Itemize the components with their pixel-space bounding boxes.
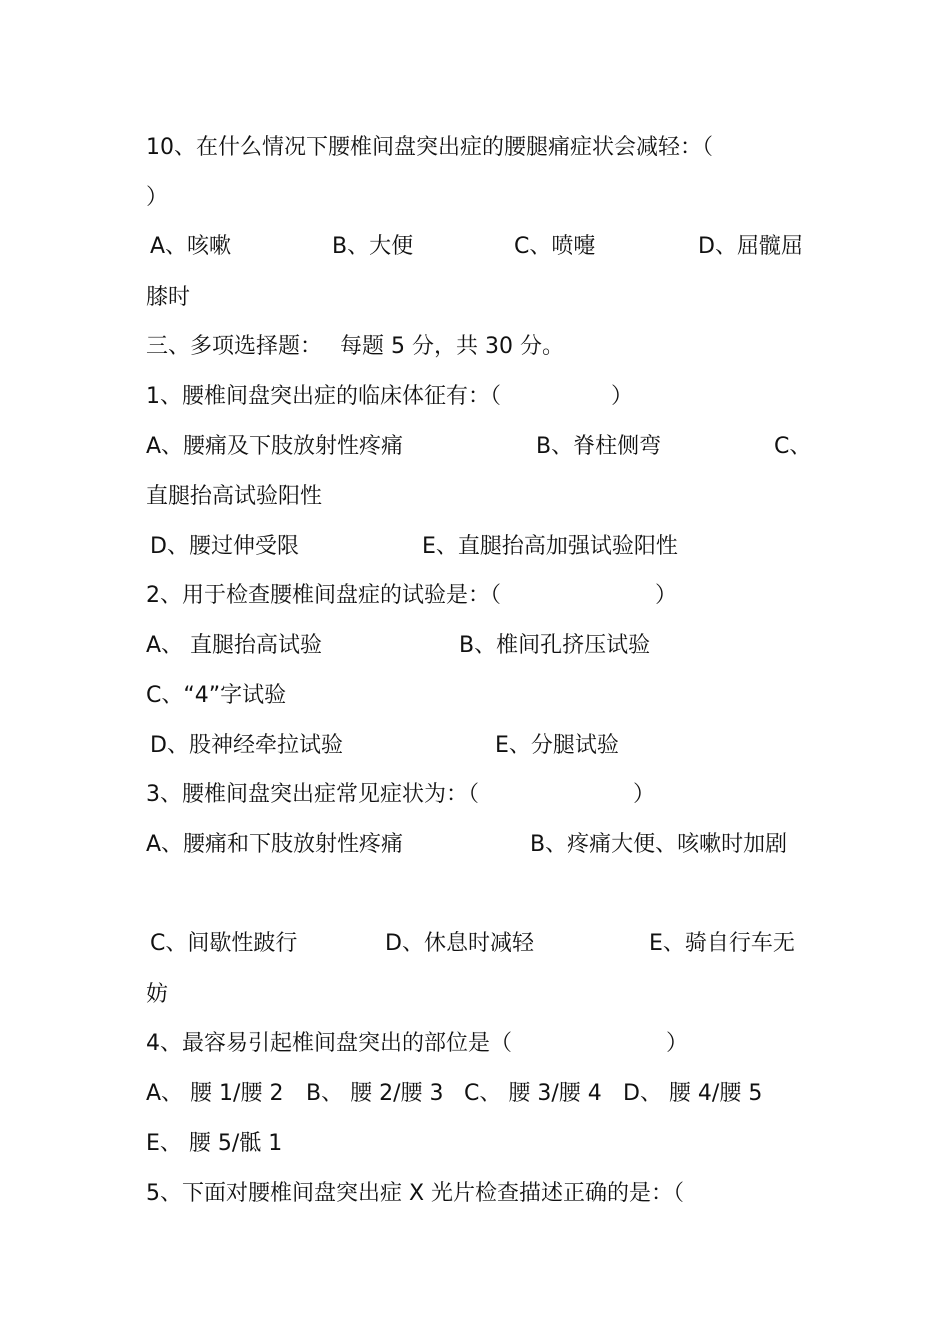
m3-option-a: A、腰痛和下肢放射性疼痛 <box>146 832 404 857</box>
q10-option-d-cont: 膝时 <box>146 285 191 310</box>
m2-options-row-2 <box>146 731 619 761</box>
m1-option-b: B、脊柱侧弯 <box>536 434 662 459</box>
m4-option-d: D、 腰 4/腰 5 <box>623 1081 763 1106</box>
m4-options-row <box>146 1079 763 1109</box>
m3-option-d: D、休息时减轻 <box>385 931 534 956</box>
m3-option-e: E、骑自行车无 <box>649 931 795 956</box>
m4-option-c: C、 腰 3/腰 4 <box>464 1081 602 1106</box>
m5-stem: 5、下面对腰椎间盘突出症 X 光片检查描述正确的是：（ <box>146 1181 685 1206</box>
m2-option-c: C、“4”字试验 <box>146 683 287 708</box>
m1-options-row-2 <box>146 532 678 562</box>
m2-option-a: A、 直腿抬高试验 <box>146 633 323 658</box>
q10-stem-cont: ） <box>146 185 169 210</box>
m3-options-row <box>146 830 788 860</box>
m3-option-e-cont: 妨 <box>146 982 169 1007</box>
m2-option-d: D、股神经牵拉试验 <box>150 733 343 758</box>
m1-stem: 1、腰椎间盘突出症的临床体征有：（ ） <box>146 384 633 409</box>
q10-option-c: C、喷嚏 <box>514 234 596 259</box>
m1-option-e: E、直腿抬高加强试验阳性 <box>422 534 678 559</box>
m4-stem: 4、最容易引起椎间盘突出的部位是（ ） <box>146 1031 688 1056</box>
m1-options-row <box>146 432 812 462</box>
m1-option-c: C、 <box>774 434 812 459</box>
section-heading: 三、多项选择题： 每题 5 分，共 30 分。 <box>146 334 564 359</box>
m2-options-row <box>146 631 651 661</box>
m1-option-d: D、腰过伸受限 <box>150 534 299 559</box>
m2-stem: 2、用于检查腰椎间盘症的试验是：（ ） <box>146 583 677 608</box>
m3-option-c: C、间歇性跛行 <box>150 931 298 956</box>
m4-option-e: E、 腰 5/骶 1 <box>146 1131 283 1156</box>
m1-option-c-cont: 直腿抬高试验阳性 <box>146 484 323 509</box>
m3-option-b: B、疼痛大便、咳嗽时加剧 <box>530 832 788 857</box>
q10-stem: 10、在什么情况下腰椎间盘突出症的腰腿痛症状会减轻：（ <box>146 135 713 160</box>
m3-stem: 3、腰椎间盘突出症常见症状为：（ ） <box>146 782 655 807</box>
m4-option-b: B、 腰 2/腰 3 <box>306 1081 444 1106</box>
m1-option-a: A、腰痛及下肢放射性疼痛 <box>146 434 404 459</box>
m2-option-e: E、分腿试验 <box>495 733 619 758</box>
q10-option-b: B、大便 <box>332 234 414 259</box>
q10-option-a: A、咳嗽 <box>150 234 232 259</box>
q10-option-d: D、屈髋屈 <box>698 234 803 259</box>
m3-options-row-2 <box>146 929 795 959</box>
q10-options-row <box>146 232 803 262</box>
m4-option-a: A、 腰 1/腰 2 <box>146 1081 284 1106</box>
m2-option-b: B、椎间孔挤压试验 <box>459 633 651 658</box>
